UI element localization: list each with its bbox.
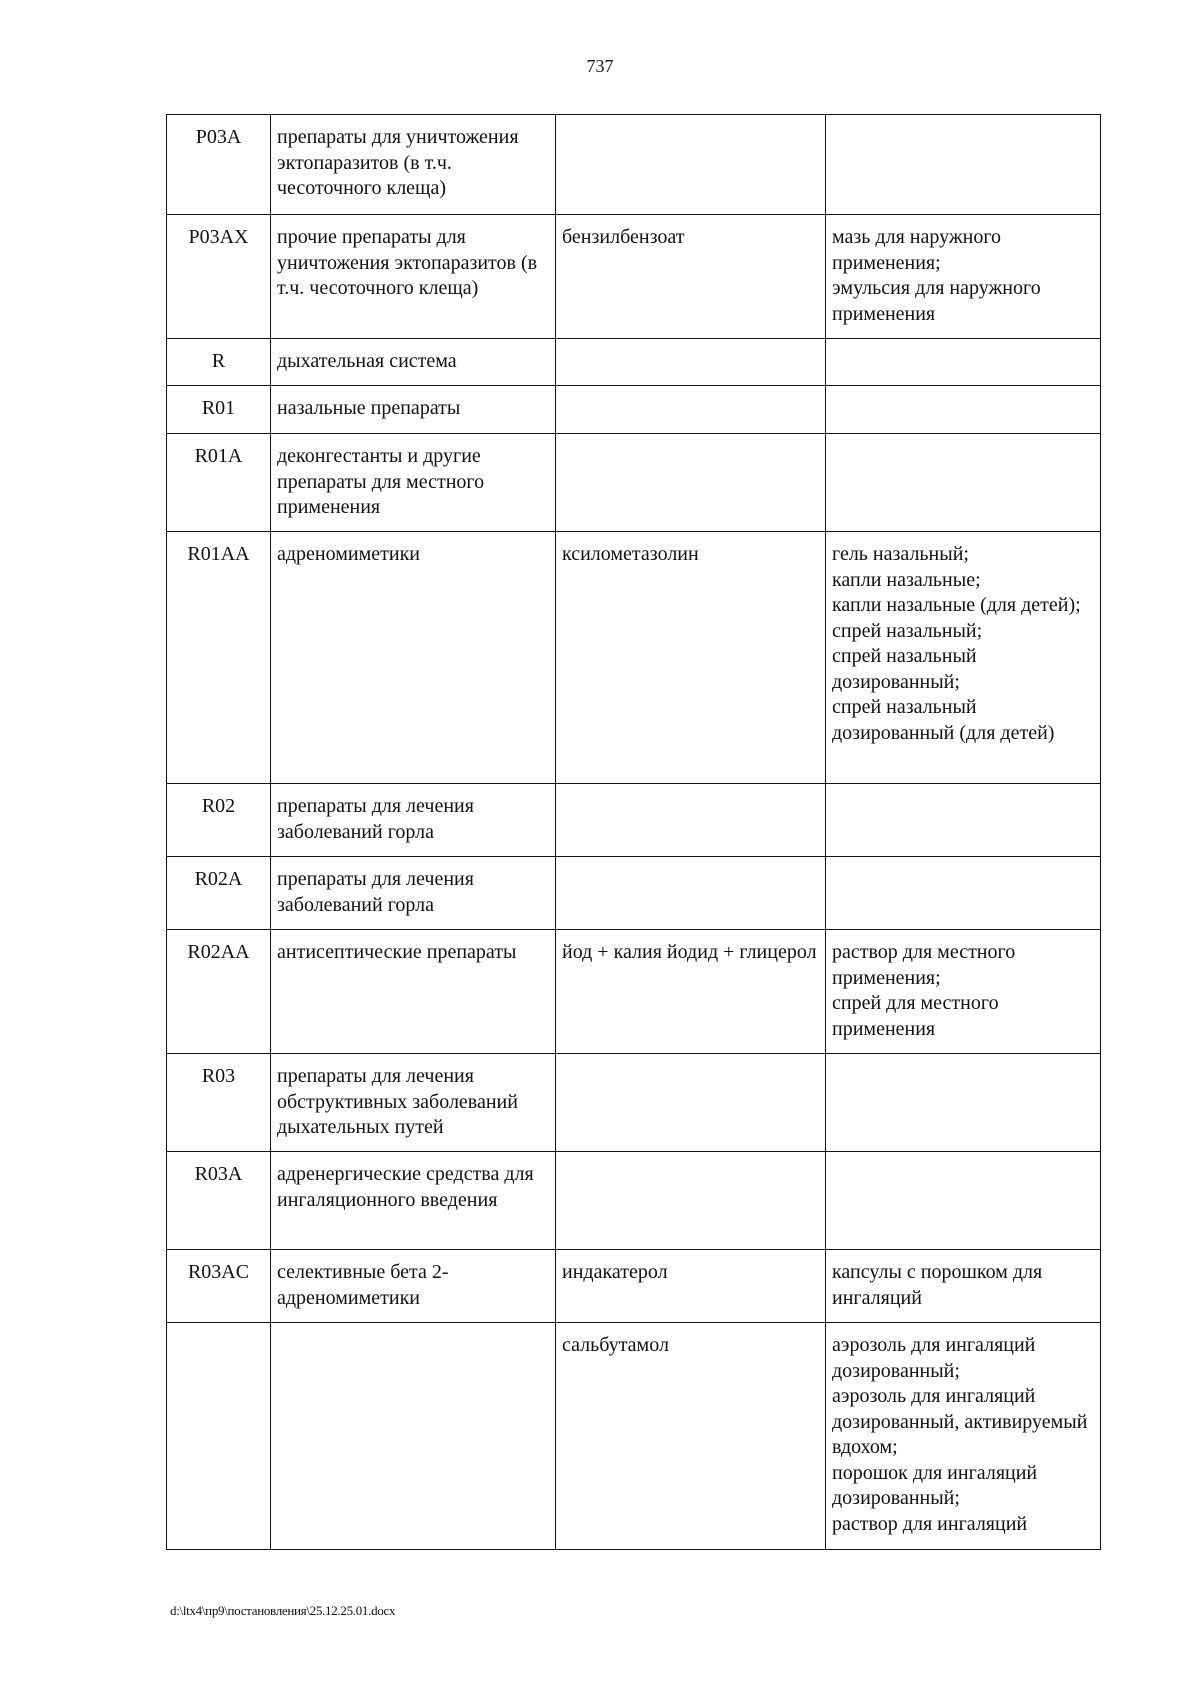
table-row	[167, 339, 1101, 386]
dosage-form: аэрозоль для ингаляций дозированный; аэрозоль для ингаляций дозированный, активируемый вдохом; порошок для ингаляций дозированный; раствор для ингаляций	[826, 1323, 1101, 1550]
dosage-form: мазь для наружного применения; эмульсия для наружного применения	[826, 215, 1101, 339]
dosage-form	[826, 339, 1101, 386]
table-row	[167, 115, 1101, 215]
atc-code: R02	[167, 784, 271, 857]
dosage-form	[826, 784, 1101, 857]
therapeutic-group: селективные бета 2-адреномиметики	[271, 1250, 556, 1323]
atc-code: R03AC	[167, 1250, 271, 1323]
atc-code: P03A	[167, 115, 271, 215]
therapeutic-group: деконгестанты и другие препараты для местного применения	[271, 434, 556, 532]
table-row	[167, 1250, 1101, 1323]
drug-name: йод + калия йодид + глицерол	[556, 930, 826, 1054]
dosage-form	[826, 857, 1101, 930]
drug-name	[556, 784, 826, 857]
table-row	[167, 434, 1101, 532]
dosage-form	[826, 434, 1101, 532]
atc-code: R02AA	[167, 930, 271, 1054]
drug-name: индакатерол	[556, 1250, 826, 1323]
table-row	[167, 784, 1101, 857]
table-row	[167, 215, 1101, 339]
therapeutic-group	[271, 1323, 556, 1550]
therapeutic-group: адренергические средства для ингаляционного введения	[271, 1152, 556, 1250]
table-row	[167, 1054, 1101, 1152]
dosage-form: капсулы с порошком для ингаляций	[826, 1250, 1101, 1323]
therapeutic-group: антисептические препараты	[271, 930, 556, 1054]
drug-name	[556, 434, 826, 532]
therapeutic-group: прочие препараты для уничтожения эктопаразитов (в т.ч. чесоточного клеща)	[271, 215, 556, 339]
drug-name	[556, 857, 826, 930]
dosage-form: раствор для местного применения; спрей для местного применения	[826, 930, 1101, 1054]
therapeutic-group: препараты для лечения заболеваний горла	[271, 784, 556, 857]
dosage-form	[826, 115, 1101, 215]
table-row	[167, 1152, 1101, 1250]
atc-code: R	[167, 339, 271, 386]
atc-code	[167, 1323, 271, 1550]
drug-name	[556, 1152, 826, 1250]
therapeutic-group: дыхательная система	[271, 339, 556, 386]
drug-name: ксилометазолин	[556, 532, 826, 784]
table-row	[167, 930, 1101, 1054]
drug-name	[556, 339, 826, 386]
dosage-form: гель назальный; капли назальные; капли назальные (для детей); спрей назальный; спрей назальный дозированный; спрей назальный дозированный (для детей)	[826, 532, 1101, 784]
atc-code: R01A	[167, 434, 271, 532]
dosage-form	[826, 1054, 1101, 1152]
dosage-form	[826, 386, 1101, 434]
atc-code: R03	[167, 1054, 271, 1152]
page-number: 737	[586, 56, 614, 76]
footer-file-path: d:\ltx4\пр9\постановления\25.12.25.01.docx	[170, 1603, 396, 1618]
atc-code: R03A	[167, 1152, 271, 1250]
table-row	[167, 386, 1101, 434]
drug-name: сальбутамол	[556, 1323, 826, 1550]
drug-name	[556, 1054, 826, 1152]
drug-name	[556, 386, 826, 434]
table-row	[167, 857, 1101, 930]
drug-name	[556, 115, 826, 215]
atc-code: R01AA	[167, 532, 271, 784]
atc-code: R01	[167, 386, 271, 434]
therapeutic-group: препараты для уничтожения эктопаразитов (в т.ч. чесоточного клеща)	[271, 115, 556, 215]
atc-code: R02A	[167, 857, 271, 930]
atc-code: P03AX	[167, 215, 271, 339]
therapeutic-group: назальные препараты	[271, 386, 556, 434]
therapeutic-group: препараты для лечения обструктивных заболеваний дыхательных путей	[271, 1054, 556, 1152]
dosage-form	[826, 1152, 1101, 1250]
therapeutic-group: препараты для лечения заболеваний горла	[271, 857, 556, 930]
medication-table	[166, 114, 1101, 1550]
drug-name: бензилбензоат	[556, 215, 826, 339]
therapeutic-group: адреномиметики	[271, 532, 556, 784]
table-row	[167, 1323, 1101, 1550]
table-row	[167, 532, 1101, 784]
